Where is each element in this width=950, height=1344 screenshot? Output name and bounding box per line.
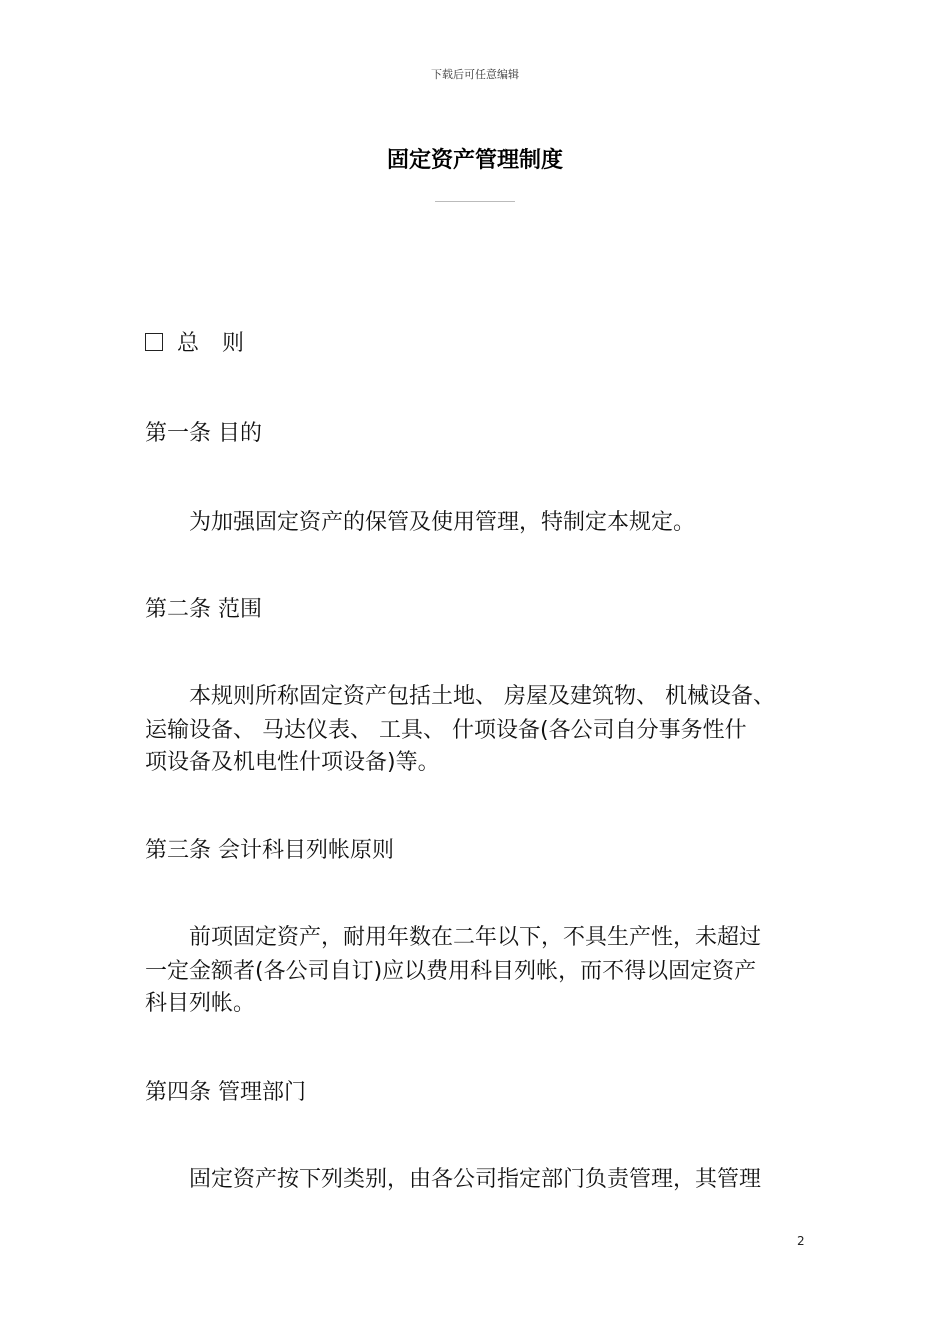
article-heading: 第二条 范围 — [145, 597, 262, 622]
article-heading: 第四条 管理部门 — [145, 1080, 306, 1105]
page-number: 2 — [797, 1234, 805, 1248]
paragraph-line: 本规则所称固定资产包括土地、 房屋及建筑物、 机械设备、 — [145, 684, 775, 709]
article-heading: 第一条 目的 — [145, 421, 262, 446]
paragraph-line: 固定资产按下列类别，由各公司指定部门负责管理，其管理 — [145, 1167, 762, 1192]
document-title: 固定资产管理制度 — [386, 148, 563, 173]
section-label: 总 则 — [177, 331, 252, 356]
paragraph-line: 为加强固定资产的保管及使用管理，特制定本规定。 — [145, 510, 696, 535]
paragraph-line: 一定金额者(各公司自订)应以费用科目列帐，而不得以固定资产 — [145, 959, 757, 984]
title-divider — [435, 201, 515, 202]
header-note: 下载后可任意编辑 — [431, 68, 519, 81]
paragraph-line: 科目列帐。 — [145, 991, 256, 1016]
article-heading: 第三条 会计科目列帐原则 — [145, 838, 394, 863]
section-heading — [145, 326, 252, 357]
paragraph-line: 项设备及机电性什项设备)等。 — [145, 750, 440, 775]
paragraph-line: 前项固定资产，耐用年数在二年以下，不具生产性，未超过 — [145, 925, 762, 950]
checkbox-icon — [145, 333, 163, 351]
paragraph-line: 运输设备、 马达仪表、 工具、 什项设备(各公司自分事务性什 — [145, 718, 747, 743]
